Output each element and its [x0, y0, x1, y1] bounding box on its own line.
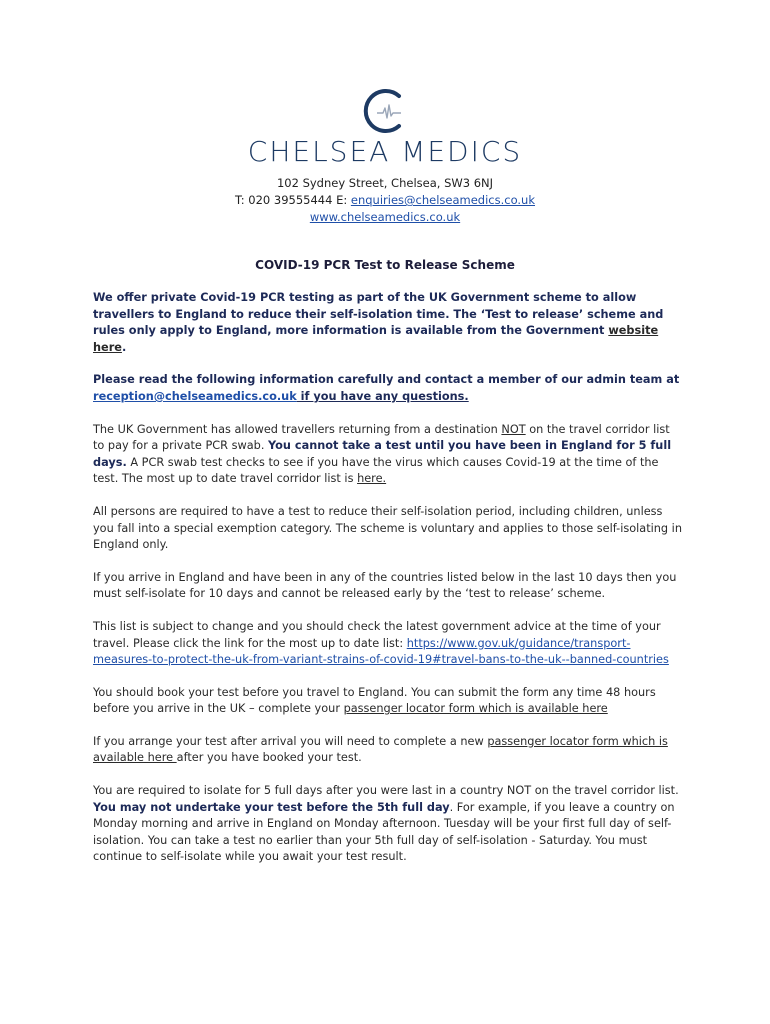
website-link[interactable]: www.chelseamedics.co.uk	[309, 210, 461, 224]
address-block	[0, 175, 770, 226]
five-days-notice: You cannot take a test until you have been in England for 5 full days.	[93, 439, 672, 469]
passenger-locator-link-2[interactable]: passenger locator form which is available here	[93, 734, 668, 765]
brand-name: CHELSEA MEDICS	[247, 135, 523, 168]
not-emphasis: NOT	[501, 422, 526, 436]
contact-paragraph: Please read the following information carefully and contact a member of our admin team at reception@chelseamedics.co.uk if you have any questions.	[93, 373, 680, 403]
paragraph-book-test: You should book your test before you travel to England. You can submit the form any time 48 hours before you arrive in the UK – complete your passenger locator form which is available here	[93, 685, 656, 716]
paragraph-isolation: You are required to isolate for 5 full days after you were last in a country NOT on the travel corridor list. You may not undertake your test before the 5th full day. For example, if you leave a country on Monday morning and arrive in England on Monday afternoon. Tuesday will be your first full day of self-isolation. You can take a test no earlier than your 5th full day of self-isolation - Saturday. You must continue to self-isolate while you await your test result.	[93, 784, 679, 864]
paragraph-ten-days: If you arrive in England and have been in any of the countries listed below in the last 10 days then you must self-isolate for 10 days and cannot be released early by the ‘test to release’ scheme.	[93, 570, 677, 601]
street-address: 102 Sydney Street, Chelsea, SW3 6NJ	[276, 176, 494, 190]
passenger-locator-link[interactable]: passenger locator form which is available here	[343, 702, 608, 716]
travel-corridor-link[interactable]: here.	[357, 472, 387, 486]
document-body	[93, 290, 683, 882]
intro-paragraph: We offer private Covid-19 PCR testing as part of the UK Government scheme to allow travellers to England to reduce their self-isolation time. The ‘Test to release’ scheme and rules only apply to England, more information is available from the Government website here.	[93, 291, 664, 354]
fifth-day-notice: You may not undertake your test before the 5th full day	[93, 800, 450, 814]
reception-email-link[interactable]: reception@chelseamedics.co.uk	[93, 389, 297, 403]
chelsea-medics-logo	[0, 86, 770, 168]
paragraph-travel-corridor: The UK Government has allowed travellers returning from a destination NOT on the travel corridor list to pay for a private PCR swab. You cannot take a test until you have been in England for 5 full days. A PCR swab test checks to see if you have the virus which causes Covid-19 at the time of the test. The most up to date travel corridor list is here.	[93, 422, 672, 486]
government-website-link[interactable]: website here	[93, 324, 659, 354]
paragraph-after-arrival: If you arrange your test after arrival you will need to complete a new passenger locator form which is available here after you have booked your test.	[93, 734, 668, 765]
paragraph-all-persons: All persons are required to have a test to reduce their self-isolation period, including children, unless you fall into a special exemption category. The scheme is voluntary and applies to those self-isolating in England only.	[93, 504, 682, 552]
gov-banned-countries-link[interactable]: https://www.gov.uk/guidance/transport-measures-to-protect-the-uk-from-variant-strains-of-covid-19#travel-bans-to-the-uk--banned-countries	[93, 636, 669, 667]
document-title: COVID-19 PCR Test to Release Scheme	[255, 258, 515, 272]
logo-c-heartbeat-icon	[355, 86, 415, 136]
email-link[interactable]: enquiries@chelseamedics.co.uk	[350, 193, 536, 207]
phone-label: T: 020 39555444 E:	[234, 193, 351, 207]
contact-line	[0, 192, 770, 209]
paragraph-list-change: This list is subject to change and you should check the latest government advice at the time of your travel. Please click the link for the most up to date list: https://www.gov.uk/guidance/transport-measures-to-protect-the-uk-from-variant-strains-of-covid-19#travel-bans-to-the-uk--banned-countries	[93, 619, 669, 667]
website-line	[0, 209, 770, 226]
